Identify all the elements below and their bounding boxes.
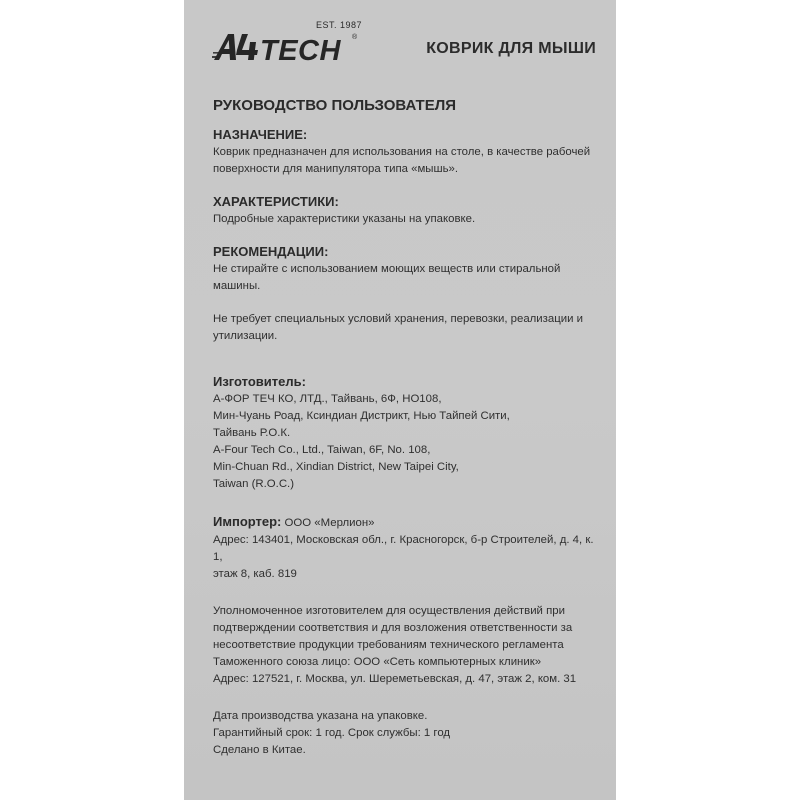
manual-sheet xyxy=(184,0,616,800)
manual-content xyxy=(213,97,603,759)
recommendation-line: утилизации. xyxy=(213,330,278,342)
representative-line: подтверждении соответствия и для возложения ответственности за xyxy=(213,622,573,634)
recommendation-line: Не стирайте с использованием моющих веществ или стиральной машины. xyxy=(213,263,561,292)
representative-line: Адрес: 127521, г. Москва, ул. Шереметьевская, д. 47, этаж 2, ком. 31 xyxy=(213,673,577,685)
product-title: КОВРИК ДЛЯ МЫШИ xyxy=(426,40,596,57)
purpose-heading: НАЗНАЧЕНИЕ: xyxy=(213,127,308,142)
footer-line: Гарантийный срок: 1 год. Срок службы: 1 год xyxy=(213,727,451,739)
manual-title: РУКОВОДСТВО ПОЛЬЗОВАТЕЛЯ xyxy=(213,97,457,114)
recommendations-heading: РЕКОМЕНДАЦИИ: xyxy=(213,244,329,259)
importer-name: ООО «Мерлион» xyxy=(281,517,375,529)
manufacturer-line: Min-Chuan Rd., Xindian District, New Taipei City, xyxy=(213,461,459,473)
representative-line: несоответствие продукции требованиям технического регламента xyxy=(213,639,564,651)
importer-row xyxy=(213,513,603,532)
specs-heading: ХАРАКТЕРИСТИКИ: xyxy=(213,194,339,209)
importer-label: Импортер: xyxy=(213,514,282,529)
svg-text:®: ® xyxy=(352,34,358,41)
svg-text:TECH: TECH xyxy=(260,35,341,66)
specs-line: Подробные характеристики указаны на упаковке. xyxy=(213,213,476,225)
purpose-line: поверхности для манипулятора типа «мышь». xyxy=(213,163,459,175)
a4tech-logo xyxy=(212,26,364,66)
manufacturer-line: Taiwan (R.O.C.) xyxy=(213,478,295,490)
manufacturer-line: A-Four Tech Co., Ltd., Taiwan, 6F, No. 108, xyxy=(213,444,431,456)
footer-line: Сделано в Китае. xyxy=(213,744,306,756)
manufacturer-heading: Изготовитель: xyxy=(213,374,306,389)
importer-address-line: Адрес: 143401, Московская обл., г. Красногорск, б-р Строителей, д. 4, к. 1, xyxy=(213,534,594,563)
purpose-line: Коврик предназначен для использования на столе, в качестве рабочей xyxy=(213,146,591,158)
representative-line: Таможенного союза лицо: ООО «Сеть компьютерных клиник» xyxy=(213,656,542,668)
manufacturer-line: Тайвань Р.О.К. xyxy=(213,427,291,439)
manufacturer-line: Мин-Чуань Роад, Ксиндиан Дистрикт, Нью Тайпей Сити, xyxy=(213,410,510,422)
importer-address-line: этаж 8, каб. 819 xyxy=(213,568,297,580)
footer-line: Дата производства указана на упаковке. xyxy=(213,710,428,722)
recommendation-line: Не требует специальных условий хранения, перевозки, реализации и xyxy=(213,313,584,325)
manufacturer-line: А-ФОР ТЕЧ КО, ЛТД., Тайвань, 6Ф, НО108, xyxy=(213,393,442,405)
established-label: EST. 1987 xyxy=(316,20,363,30)
representative-line: Уполномоченное изготовителем для осуществления действий при xyxy=(213,605,565,617)
